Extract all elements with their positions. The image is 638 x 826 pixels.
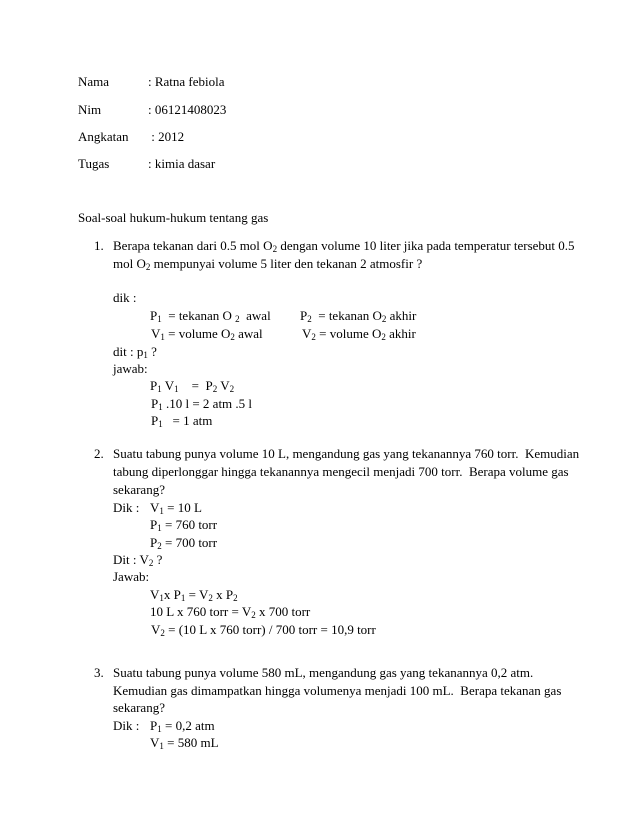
q1-dik2-left: $V_1$ = volume $O_2$ awal — [151, 326, 263, 342]
q3-dik2: $V_1 = 580$ mL — [150, 735, 219, 751]
subscript: 1 — [180, 593, 186, 603]
q1-dik1-right: $P_2$ = tekanan $O_2$ akhir — [300, 308, 417, 324]
q1-number: 1. — [94, 238, 104, 253]
q2-number: 2. — [94, 446, 104, 461]
q2-dik1: $V_1 = 10$ L — [150, 500, 202, 516]
q1-line2: mol $O_2$ mempunyai volume 5 liter den tekanan 2 atmosfir ? — [113, 256, 423, 272]
header-value-nama: : Ratna febiola — [148, 74, 225, 89]
subscript: 1 — [159, 741, 164, 751]
subscript: 2 — [381, 332, 386, 342]
q2-dit: Dit : $V_2$ ? — [113, 552, 163, 568]
q1-eq1: $P_1$ $V_1$ = $P_2$ $V_2$ — [150, 378, 235, 394]
q3-line3: sekarang? — [113, 700, 165, 715]
subscript: 2 — [233, 593, 238, 603]
q3-dik1: $P_1 = 0,2$ atm — [150, 718, 215, 734]
q1-eq2: $P_1$ .10 l = 2 atm .5 l — [151, 396, 253, 412]
q3-line2: Kemudian gas dimampatkan hingga volumenya menjadi 100 mL. Berapa tekanan gas — [113, 683, 562, 698]
q1-dit: dit : $p_1$ ? — [113, 344, 157, 360]
subscript: 2 — [272, 244, 278, 254]
q2-dik2: $P_1 = 760$ torr — [150, 517, 218, 533]
subscript: 1 — [174, 384, 179, 394]
subscript: 1 — [143, 350, 148, 360]
subscript: 1 — [159, 506, 164, 516]
q1-line1: Berapa tekanan dari 0.5 mol $O_2$ dengan volume 10 liter jika pada temperatur tersebut 0.5 — [113, 238, 575, 254]
subscript: 2 — [160, 628, 165, 638]
subscript: 2 — [157, 541, 162, 551]
subscript: 2 — [208, 593, 213, 603]
subscript: 2 — [311, 332, 316, 342]
subscript: 2 — [381, 314, 387, 324]
q2-dik-label: Dik : — [113, 500, 140, 515]
q2-eq1: $V_1x$ $P_1 = V_2$ x $P_2$ — [150, 587, 238, 603]
subscript: 1 — [157, 384, 162, 394]
subscript: 2 — [212, 384, 218, 394]
q1-dik1-left: $P_1$ = tekanan O $_2$ awal — [150, 308, 271, 324]
q1-eq3: $P_1 = 1$ atm — [151, 413, 213, 429]
section-title: Soal-soal hukum-hukum tentang gas — [78, 210, 269, 225]
header-label-angkatan: Angkatan — [78, 129, 129, 144]
subscript: 2 — [230, 332, 235, 342]
subscript: 2 — [148, 558, 154, 568]
subscript: 1 — [158, 419, 163, 429]
q2-line2: tabung diperlonggar hingga tekanannya mengecil menjadi 700 torr. Berapa volume gas — [113, 464, 569, 479]
header-label-nama: Nama — [78, 74, 110, 89]
subscript: 2 — [145, 262, 151, 272]
q2-eq3: $V_2 = (10$ L x 760 torr) / 700 torr = 10,9 torr — [151, 622, 376, 638]
subscript: 2 — [251, 610, 256, 620]
q2-eq2: 10 L x 760 torr = $V_2$ x 700 torr — [150, 604, 311, 620]
header-value-nim: : 06121408023 — [148, 102, 227, 117]
q3-line1: Suatu tabung punya volume 580 mL, mengandung gas yang tekanannya 0,2 atm. — [113, 665, 534, 680]
q1-dik-label: dik : — [113, 290, 137, 305]
header-value-tugas: : kimia dasar — [148, 156, 216, 171]
subscript: 1 — [157, 314, 162, 324]
header-label-tugas: Tugas — [78, 156, 110, 171]
header-label-nim: Nim — [78, 102, 102, 117]
q1-dik2-right: $V_2$ = volume $O_2$ akhir — [302, 326, 416, 342]
subscript: 2 — [307, 314, 312, 324]
q3-number: 3. — [94, 665, 104, 680]
q3-dik-label: Dik : — [113, 718, 140, 733]
q2-jawab-label: Jawab: — [113, 569, 150, 584]
subscript: 1 — [157, 523, 162, 533]
q1-jawab-label: jawab: — [113, 361, 148, 376]
subscript: 1 — [160, 332, 165, 342]
subscript: 1 — [158, 402, 163, 412]
subscript: 1 — [157, 724, 162, 734]
q2-dik3: $P_2 = 700$ torr — [150, 535, 218, 551]
subscript: 1 — [159, 593, 164, 603]
subscript: 2 — [235, 314, 240, 324]
q2-line3: sekarang? — [113, 482, 165, 497]
header-value-angkatan: : 2012 — [148, 129, 185, 144]
q2-line1: Suatu tabung punya volume 10 L, mengandung gas yang tekanannya 760 torr. Kemudian — [113, 446, 580, 461]
subscript: 2 — [229, 384, 235, 394]
